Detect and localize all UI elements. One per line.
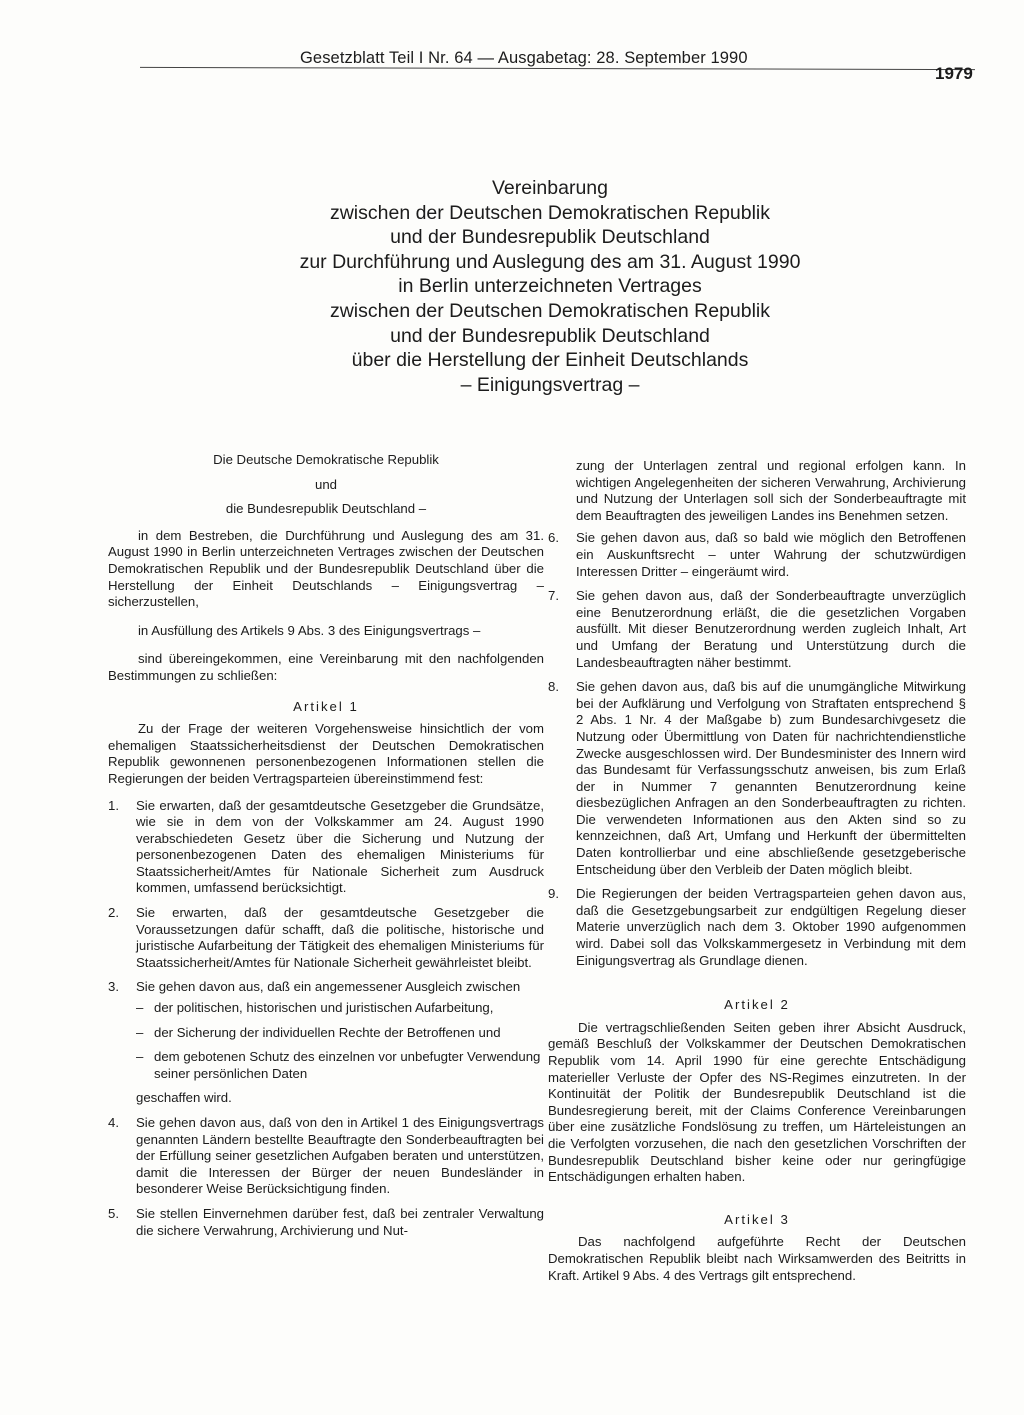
- list-item: [108, 798, 544, 898]
- dash-marker: –: [136, 1024, 144, 1040]
- item-3-tail: geschaffen wird.: [136, 1090, 232, 1106]
- item-text: Sie erwarten, daß der gesamtdeutsche Gesetzgeber die Grundsätze, wie sie in dem von der Volkskammer am 24. August 1990 verabschiedeten Gesetz über die Sicherung und Nutzung der personenbezogenen Daten des ehemaligen Ministeriums für Staatssicherheit/Amtes für Nationale Sicherheit zum Ausdruck kommen, umfassend berücksichtigt.: [136, 797, 544, 896]
- item-number: 3.: [108, 979, 119, 995]
- item-text: Sie gehen davon aus, daß so bald wie möglich den Betroffenen ein Auskunftsrecht – unter Wahrung der schutzwürdigen Interessen Dritter – eingeräumt wird.: [576, 530, 966, 579]
- article-3-heading: Artikel 3: [724, 1211, 790, 1227]
- item-text: Sie gehen davon aus, daß der Sonderbeauftragte unverzüglich eine Benutzerordnung erläßt, die die gesetzlichen Vorgaben ausfüllt. Mit dieser Benutzerordnung werden zugleich Inhalt, Art und Umfang der Beratung und Unterstützung durch die Landesbeauftragten näher bestimmt.: [576, 588, 966, 670]
- document-title: [240, 176, 860, 397]
- title-line: und der Bundesrepublik Deutschland: [390, 226, 710, 249]
- party-brd: die Bundesrepublik Deutschland –: [225, 501, 427, 517]
- left-column: [108, 452, 544, 1247]
- dash-item: [136, 1049, 544, 1082]
- item-number: 1.: [108, 797, 119, 813]
- item-text: Sie gehen davon aus, daß bis auf die unumgängliche Mitwirkung bei der Aufklärung und Verfolgung von Straftaten entsprechend § 2 Abs. 1 Nr. 4 der Maßgabe b) zum Bundesarchivgesetz die Nutzung oder Übermittlung von Daten für nachrichtendienstliche Zwecke ausgeschlossen wird. Der Bundesminister des Innern wird das Bundesamt für Verfassungsschutz anweisen, bis zum Erlaß der in Nummer 7 genannten Benutzerordnung keine diesbezüglichen Anfragen an den Sonderbeauftragten zu richten. Die verwendeten Informationen aus den Akten sind so zu kennzeichnen, daß Art, Umfang und Herkunft der übermittelten Daten kontrollierbar und eine abschließende gesetzgeberische Entscheidung über den Verbleib der Daten möglich bleibt.: [576, 679, 966, 877]
- party-connector: und: [314, 476, 337, 492]
- title-line: in Berlin unterzeichneten Vertrages: [398, 275, 702, 298]
- article-2-text: Die vertragschließenden Seiten geben ihrer Absicht Ausdruck, gemäß Beschluß der Volkskammer der Deutschen Demokratischen Republik vom 14. April 1990 für eine gerechte Entschädigung materieller Verluste der Opfer des NS-Regimes einzutreten. In der Kontinuität der Politik der Bundesrepublik Deutschland ist die Bundesregierung bereit, mit der Claims Conference Vereinbarungen über eine zusätzliche Fondslösung zu treffen, um Härteleistungen an die Verfolgten vorzusehen, die nach den gesetzlichen Vorschriften der Bundesrepublik Deutschland bisher keine oder nur geringfügige Entschädigungen erhalten haben.: [548, 1019, 966, 1185]
- preamble-paragraph: in Ausfüllung des Artikels 9 Abs. 3 des Einigungsvertrags –: [138, 622, 481, 638]
- dash-text: der politischen, historischen und juristischen Aufarbeitung,: [154, 1000, 494, 1016]
- preamble-paragraph: sind übereingekommen, eine Vereinbarung mit den nachfolgenden Bestimmungen zu schließen:: [108, 651, 544, 683]
- item-number: 8.: [548, 679, 559, 695]
- item-text: Sie stellen Einvernehmen darüber fest, daß bei zentraler Verwaltung die sichere Verwahrung, Archivierung und Nut-: [136, 1205, 544, 1238]
- right-column: [548, 458, 966, 1284]
- title-line: Vereinbarung: [491, 177, 608, 199]
- item-text: Die Regierungen der beiden Vertragsparteien gehen davon aus, daß die Gesetzgebungsarbeit zur endgültigen Regelung dieser Materie unverzüglich nach dem 3. Oktober 1990 aufgenommen wird. Dabei soll das Volkskammergesetz in Verbindung mit dem Einigungsvertrag als Grundlage dienen.: [576, 886, 966, 968]
- title-line: zwischen der Deutschen Demokratischen Republik: [329, 201, 771, 224]
- item-5-continuation: zung der Unterlagen zentral und regional erfolgen kann. In wichtigen Angelegenheiten der sicheren Verwahrung, Archivierung und Nutzung der Unterlagen soll sich der Sonderbeauftragte mit dem Beauftragten des jeweiligen Landes ins Benehmen setzen.: [576, 458, 966, 523]
- item-number: 6.: [548, 530, 559, 546]
- item-number: 9.: [548, 886, 559, 902]
- item-number: 7.: [548, 588, 559, 604]
- title-line: über die Herstellung der Einheit Deutschlands: [351, 349, 749, 372]
- article-1-intro: Zu der Frage der weiteren Vorgehensweise hinsichtlich der vom ehemaligen Staatssicherheitsdienst der Deutschen Demokratischen Republik gewonnenen personenbezogenen Informationen stellen die Regierungen der beiden Vertragsparteien übereinstimmend fest:: [108, 721, 544, 786]
- dash-marker: –: [136, 1000, 144, 1016]
- list-item: [108, 979, 544, 996]
- item-text: Sie gehen davon aus, daß ein angemessener Ausgleich zwischen: [136, 979, 521, 995]
- gazette-header: Gesetzblatt Teil I Nr. 64 — Ausgabetag: 28. September 1990: [300, 49, 748, 67]
- preamble-paragraph: in dem Bestreben, die Durchführung und Auslegung des am 31. August 1990 in Berlin unterzeichneten Vertrages zwischen der Deutschen Demokratischen Republik und der Bundesrepublik Deutschland über die Herstellung der Einheit Deutschlands – Einigungsvertrag – sicherzustellen,: [108, 527, 544, 610]
- item-text: Sie erwarten, daß der gesamtdeutsche Gesetzgeber die Voraussetzungen dafür schafft, daß die politische, historische und juristische Aufarbeitung der Tätigkeit des ehemaligen Ministeriums für Staatssicherheit/Amtes für Nationale Sicherheit gewährleistet bleibt.: [136, 905, 544, 970]
- header-rule: [140, 67, 975, 70]
- list-item: [548, 886, 966, 969]
- list-item: [548, 588, 966, 671]
- list-item: [108, 905, 544, 971]
- page-number: 1979: [935, 64, 973, 83]
- dash-text: der Sicherung der individuellen Rechte der Betroffenen und: [154, 1024, 501, 1040]
- list-item: [108, 1115, 544, 1198]
- dash-text: dem gebotenen Schutz des einzelnen vor unbefugter Verwendung seiner persönlichen Daten: [154, 1049, 541, 1081]
- list-item: [548, 530, 966, 580]
- title-line: – Einigungsvertrag –: [460, 373, 640, 396]
- title-line: und der Bundesrepublik Deutschland: [390, 324, 710, 347]
- dash-item: [136, 1000, 544, 1017]
- dash-marker: –: [136, 1049, 144, 1065]
- list-item: [548, 679, 966, 878]
- dash-item: [136, 1025, 544, 1042]
- article-2-heading: Artikel 2: [724, 997, 790, 1013]
- title-line: zur Durchführung und Auslegung des am 31. August 1990: [299, 250, 801, 273]
- item-number: 2.: [108, 905, 119, 921]
- article-3-text: Das nachfolgend aufgeführte Recht der Deutschen Demokratischen Republik bleibt nach Wirksamwerden des Beitritts in Kraft. Artikel 9 Abs. 4 des Vertrags gilt entsprechend.: [548, 1234, 966, 1283]
- item-text: Sie gehen davon aus, daß von den in Artikel 1 des Einigungsvertrags genannten Ländern bestellte Beauftragte den Sonderbeauftragten bei der Erfüllung seiner gesetzlichen Aufgaben beraten und unterstützen, damit die Interessen der Bürger der neuen Bundesländer in besonderer Weise Berücksichtigung finden.: [136, 1115, 544, 1197]
- article-1-heading: Artikel 1: [293, 698, 359, 714]
- item-number: 4.: [108, 1115, 119, 1130]
- list-item: [108, 1206, 544, 1239]
- title-line: zwischen der Deutschen Demokratischen Republik: [329, 299, 771, 322]
- party-ddr: Die Deutsche Demokratische Republik: [213, 452, 439, 467]
- item-number: 5.: [108, 1205, 119, 1221]
